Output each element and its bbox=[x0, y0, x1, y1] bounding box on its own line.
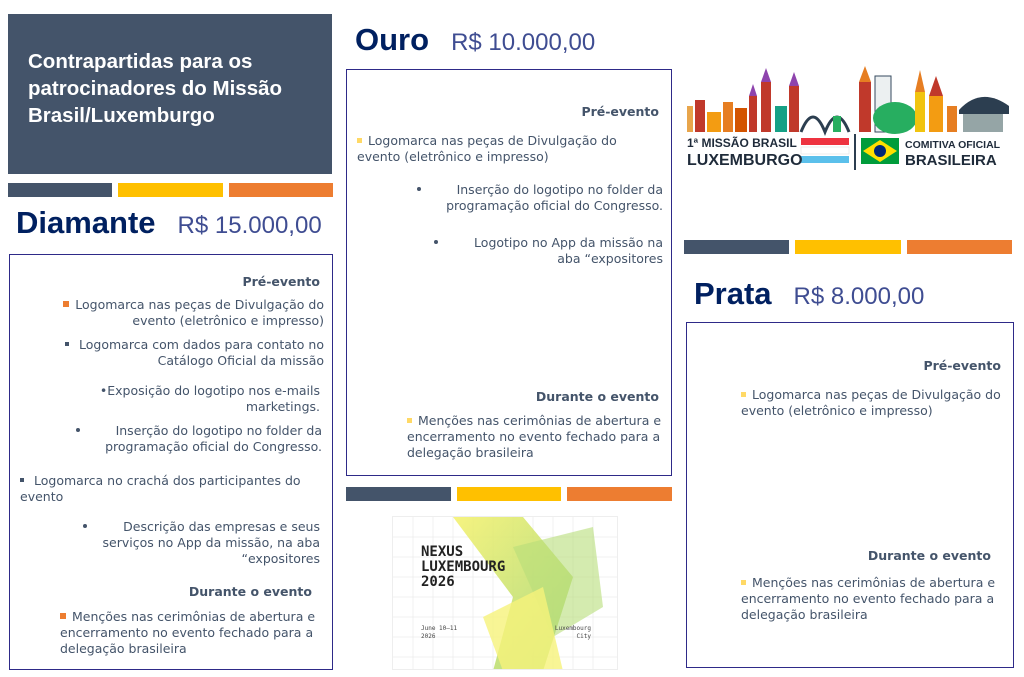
benefit-item: Logomarca nas peças de Divulgação do evento (eletrônico e impresso) bbox=[62, 297, 324, 329]
benefit-item: Menções nas cerimônias de abertura e encerramento no evento fechado para a delegação brasileira bbox=[407, 413, 662, 460]
section-pre-evento: Pré-evento bbox=[242, 274, 320, 289]
benefit-item: Logomarca nas peças de Divulgação do evento (eletrônico e impresso) bbox=[741, 387, 1001, 418]
bullet-icon bbox=[741, 580, 746, 585]
benefit-item: Logomarca no crachá dos participantes do evento bbox=[20, 473, 301, 504]
tier-price: R$ 15.000,00 bbox=[177, 212, 322, 239]
divider-stripes-right bbox=[684, 240, 1012, 254]
nexus-logo bbox=[392, 516, 618, 670]
logo-line2: LUXEMBURGO bbox=[687, 152, 803, 169]
bullet-icon bbox=[60, 613, 66, 619]
panel-ouro bbox=[346, 69, 672, 476]
bullet-icon bbox=[417, 187, 421, 191]
logo-line1: 1ª MISSÃO BRASIL bbox=[687, 136, 797, 150]
bullet-icon bbox=[63, 301, 69, 307]
bullet-icon bbox=[434, 240, 438, 244]
tier-name: Diamante bbox=[16, 205, 156, 240]
missao-logo bbox=[683, 62, 1015, 172]
section-durante-evento: Durante o evento bbox=[535, 389, 659, 404]
panel-prata bbox=[686, 322, 1014, 668]
logo-line3: COMITIVA OFICIAL bbox=[905, 139, 1001, 151]
benefit-item: Menções nas cerimônias de abertura e encerramento no evento fechado para a delegação brasileira bbox=[60, 609, 316, 656]
section-pre-evento: Pré-evento bbox=[581, 104, 659, 119]
benefit-item: Descrição das empresas e seus serviços no App da missão, na aba “expositores bbox=[70, 519, 320, 567]
benefit-item: Inserção do logotipo no folder da programação oficial do Congresso. bbox=[367, 182, 663, 214]
divider-stripes-middle bbox=[346, 487, 672, 501]
tier-header-prata bbox=[694, 276, 924, 312]
benefit-item: Inserção do logotipo no folder da programação oficial do Congresso. bbox=[26, 423, 322, 455]
tier-price: R$ 8.000,00 bbox=[793, 283, 925, 310]
benefit-item: Logotipo no App da missão na aba “expositores bbox=[407, 235, 663, 267]
section-durante-evento: Durante o evento bbox=[867, 548, 991, 563]
nexus-date: June 10—11 2026 bbox=[421, 625, 458, 640]
skyline-icon bbox=[683, 62, 1015, 172]
bullet-icon bbox=[407, 418, 412, 423]
divider-stripes-left bbox=[8, 183, 333, 197]
nexus-title: NEXUS LUXEMBOURG 2026 bbox=[421, 544, 506, 590]
bullet-icon bbox=[20, 478, 24, 482]
bullet-icon bbox=[76, 428, 80, 432]
page-title: Contrapartidas para os patrocinadores do Missão Brasil/Luxemburgo bbox=[28, 50, 283, 127]
section-durante-evento: Durante o evento bbox=[188, 584, 312, 599]
nexus-city: Luxembourg City bbox=[554, 625, 591, 640]
tier-price: R$ 10.000,00 bbox=[451, 29, 596, 56]
panel-diamante bbox=[9, 254, 333, 670]
benefit-item: •Exposição do logotipo nos e-mails marketings. bbox=[99, 383, 320, 414]
section-pre-evento: Pré-evento bbox=[923, 358, 1001, 373]
tier-name: Ouro bbox=[355, 22, 430, 57]
bullet-icon bbox=[65, 342, 69, 346]
bullet-icon bbox=[83, 524, 87, 528]
tier-header-ouro bbox=[355, 22, 595, 58]
tier-header-diamante bbox=[16, 205, 322, 241]
benefit-item: Menções nas cerimônias de abertura e encerramento no evento fechado para a delegação brasileira bbox=[741, 575, 996, 622]
bullet-icon bbox=[357, 138, 362, 143]
benefit-item: Logomarca nas peças de Divulgação do evento (eletrônico e impresso) bbox=[357, 133, 617, 164]
benefit-item: Logomarca com dados para contato no Catálogo Oficial da missão bbox=[54, 337, 324, 369]
title-box bbox=[8, 14, 332, 174]
nexus-graphic-icon bbox=[393, 517, 618, 670]
tier-name: Prata bbox=[694, 276, 772, 311]
bullet-icon bbox=[741, 392, 746, 397]
logo-line4: BRASILEIRA bbox=[905, 152, 997, 169]
